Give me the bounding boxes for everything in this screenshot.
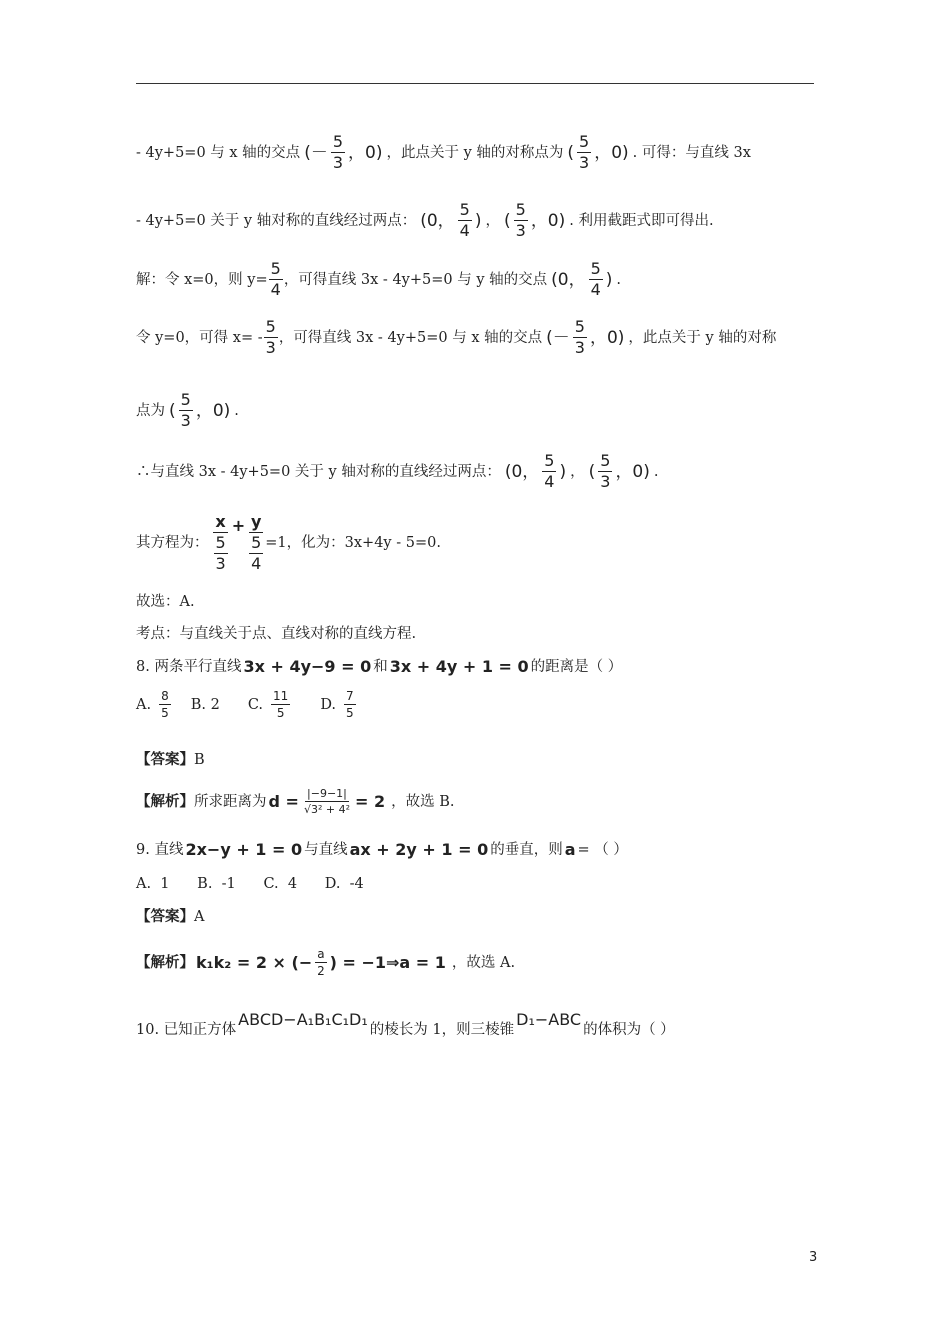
text: 9. 直线: [136, 842, 184, 858]
text-line-2: [136, 202, 714, 239]
text: 所求距离为: [194, 793, 267, 810]
question-8-answer: [136, 750, 205, 770]
equation: 3x + 4y−9 = 0: [243, 657, 372, 676]
text: 考点：与直线关于点、直线对称的直线方程.: [136, 626, 417, 642]
option-label: B. 2: [190, 696, 220, 713]
text: ，此点关于 y 轴的对称: [628, 329, 777, 346]
equation: ABCD−A₁B₁C₁D₁: [238, 1010, 368, 1029]
variable: a: [564, 840, 576, 859]
text: .: [653, 463, 659, 480]
answer-value: A: [194, 909, 205, 925]
point: ( $\frac{5}{3}$ ，0): [169, 390, 231, 430]
text: 8. 两条平行直线: [136, 659, 242, 675]
fraction: $\frac{5}{3}$: [515, 200, 526, 240]
point: (－ $\frac{5}{3}$ ，0): [546, 317, 625, 357]
question-8: [136, 657, 622, 677]
text: - 4y+5=0 与 x 轴的交点: [136, 144, 301, 161]
equation: ) = −1⇒a = 1: [329, 952, 446, 972]
question-9: [136, 840, 628, 860]
text-line-9: [136, 624, 416, 644]
page-number: 3: [809, 1250, 818, 1265]
equation: ax + 2y + 1 = 0: [349, 840, 489, 859]
point: (0， $\frac{5}{4}$ ): [551, 259, 613, 299]
text: 和: [373, 659, 388, 675]
fraction: $\frac{a}{2}$: [317, 947, 325, 978]
option-label: C.: [247, 696, 264, 713]
text: 其方程为：: [136, 535, 209, 551]
question-9-options: [136, 874, 364, 894]
point: (－ $\frac{5}{3}$ ，0): [304, 132, 383, 172]
question-9-analysis: [136, 948, 515, 977]
analysis-tag: 【解析】: [136, 953, 194, 971]
fraction: $\frac{5}{4}$: [459, 200, 470, 240]
text-line-8: [136, 592, 195, 612]
answer-tag: 【答案】: [136, 751, 194, 768]
text: 10. 已知正方体: [136, 1022, 237, 1038]
text: 故选：A.: [136, 594, 195, 610]
equation: d =: [268, 791, 299, 811]
text-line-6: [136, 453, 659, 490]
point: (0， $\frac{5}{4}$ ): [420, 200, 482, 240]
compound-fraction: $\frac{y}{\frac{5}{4}}$: [250, 512, 262, 573]
fraction: $\frac{8}{5}$: [161, 689, 169, 720]
compound-fraction: $\frac{x}{\frac{5}{3}}$: [215, 512, 226, 573]
text: 的垂直，则: [490, 842, 563, 858]
text: . 利用截距式即可得出.: [569, 212, 714, 229]
text: ，: [485, 212, 500, 229]
fraction: $\frac{5}{3}$: [574, 317, 585, 357]
text: 的棱长为 1，则三棱锥: [369, 1022, 515, 1038]
text-line-7: [136, 514, 441, 572]
text-line-1: [136, 134, 751, 171]
equation: 2x−y + 1 = 0: [185, 840, 303, 859]
fraction: $\frac{5}{3}$: [265, 317, 276, 357]
text: 解：令 x=0，则 y=: [136, 271, 268, 288]
fraction: $\frac{5}{3}$: [579, 132, 590, 172]
question-10: [136, 1006, 675, 1040]
text-line-3: [136, 261, 621, 298]
header-rule: [136, 83, 814, 84]
option-label: A.: [136, 696, 152, 713]
text: ，此点关于 y 轴的对称点为: [386, 144, 564, 161]
text: 点为: [136, 402, 165, 419]
text: 的体积为（ ）: [583, 1022, 675, 1038]
question-8-options: [136, 690, 356, 719]
text: . 可得：与直线 3x: [632, 144, 751, 161]
text: =1，化为：3x+4y - 5=0.: [265, 535, 441, 551]
point: (0， $\frac{5}{4}$ ): [504, 451, 567, 491]
answer-tag: 【答案】: [136, 908, 194, 925]
analysis-tag: 【解析】: [136, 792, 194, 810]
text-line-5: [136, 392, 239, 429]
answer-value: B: [194, 752, 205, 768]
equation: = 2: [354, 791, 386, 811]
text: .: [616, 271, 622, 288]
fraction: $\frac{5}{3}$: [332, 132, 344, 172]
text: ∴与直线 3x - 4y+5=0 关于 y 轴对称的直线经过两点：: [136, 463, 501, 480]
fraction: $\frac{5}{3}$: [600, 451, 611, 491]
option-label: D.: [320, 696, 337, 713]
fraction: $\frac{5}{4}$: [590, 259, 601, 299]
text: ，可得直线 3x - 4y+5=0 与 y 轴的交点: [283, 271, 548, 288]
text-line-4: [136, 319, 776, 356]
point: ( $\frac{5}{3}$ ，0): [503, 200, 566, 240]
fraction: $\frac{5}{3}$: [180, 390, 191, 430]
point: ( $\frac{5}{3}$ ，0): [567, 132, 629, 172]
text: 令 y=0，可得 x= -: [136, 329, 263, 346]
text: = （ ）: [577, 842, 628, 858]
text: - 4y+5=0 关于 y 轴对称的直线经过两点：: [136, 212, 417, 229]
text: .: [234, 402, 239, 419]
fraction: $\frac{5}{4}$: [270, 259, 281, 299]
fraction: $\frac{7}{5}$: [346, 689, 354, 720]
question-9-answer: [136, 907, 204, 927]
fraction: $\frac{11}{5}$: [273, 689, 289, 720]
equation: D₁−ABC: [516, 1010, 582, 1029]
text: ，故选 B.: [391, 793, 455, 810]
question-8-analysis: [136, 788, 454, 815]
fraction: $\frac{|-9-1|}{\text{√3² + 4²}}$: [303, 787, 350, 816]
options: A. 1 B. -1 C. 4 D. -4: [136, 876, 364, 892]
text: ，: [570, 463, 585, 480]
text: ，可得直线 3x - 4y+5=0 与 x 轴的交点: [278, 329, 543, 346]
text: 的距离是（ ）: [530, 659, 623, 675]
plus-sign: +: [231, 516, 246, 535]
text: ，故选 A.: [451, 954, 516, 971]
equation: 3x + 4y + 1 = 0: [389, 657, 529, 676]
text: 与直线: [304, 842, 348, 858]
equation: k₁k₂ = 2 × (−: [196, 952, 313, 972]
point: ( $\frac{5}{3}$ ，0): [588, 451, 650, 491]
fraction: $\frac{5}{4}$: [544, 451, 555, 491]
